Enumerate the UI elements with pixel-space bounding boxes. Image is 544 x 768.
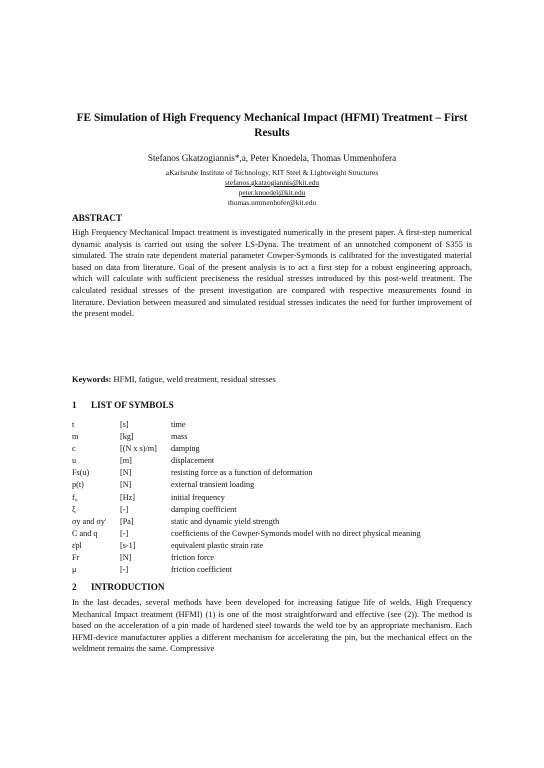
email-text-3: thomas.ummenhofer@kit.edu	[227, 198, 317, 207]
description-cell: initial frequency	[171, 492, 225, 502]
symbol-row	[72, 492, 482, 504]
description-cell: friction force	[171, 553, 214, 563]
unit-cell: [s-1]	[120, 540, 136, 550]
symbol-cell: ε̇pl	[72, 540, 82, 550]
email-link-2[interactable]: peter.knoedel@kit.edu	[238, 188, 306, 197]
unit-cell: [-]	[120, 504, 129, 514]
author-list: Stefanos Gkatzogiannis*,a, Peter Knoedela, Thomas Ummenhofera	[147, 153, 397, 163]
symbol-cell: p(t)	[72, 480, 84, 490]
symbol-row	[72, 443, 482, 455]
section-1-title: LIST OF SYMBOLS	[91, 400, 174, 410]
unit-cell: [Hz]	[120, 492, 135, 502]
symbol-cell: u	[72, 456, 77, 466]
unit-cell: [-]	[120, 565, 129, 575]
section-2-number: 2	[72, 582, 77, 592]
symbol-cell: f₀	[72, 492, 78, 502]
description-cell: displacement	[171, 456, 215, 466]
symbol-row	[72, 431, 482, 443]
affiliation: aKarlsruhe Institute of Technology, KIT Steel & Lightweight Structures	[165, 168, 379, 177]
keywords-line	[72, 374, 276, 386]
introduction-text: In the last decades, several methods have been developed for increasing fatigue life of welds. High Frequency Mechanical Impact treatment (HFMI) (1) is one of the most straightforward and effective (see (2)). The method is based on the acceleration of a pin made of hardened steel towards the weld toe by an appropriate mechanism. Each HFMI-device manufacturer applies a different mechanism for accelerating the pin, but the mechanical effect on the weldment remains the same. Compressive	[72, 597, 472, 654]
symbol-cell: t	[72, 420, 75, 429]
description-cell: friction coefficient	[171, 565, 232, 575]
symbols-table	[72, 419, 482, 576]
symbol-row	[72, 467, 482, 479]
symbol-row	[72, 419, 482, 431]
affiliation-block	[60, 168, 484, 208]
description-cell: time	[171, 420, 186, 429]
description-cell: mass	[171, 432, 188, 442]
symbol-cell: σy and σy'	[72, 516, 107, 526]
symbol-row	[72, 564, 482, 576]
symbol-row	[72, 528, 482, 540]
description-cell: damping	[171, 444, 200, 454]
unit-cell: [N]	[120, 480, 132, 490]
abstract-heading: ABSTRACT	[72, 213, 123, 223]
abstract-text: High Frequency Mechanical Impact treatment is investigated numerically in the present paper. A first-step numerical dynamic analysis is carried out using the solver LS-Dyna. The treatment of an unnotched component of S355 is simulated. The strain rate dependent material parameter Cowper-Symonds is calibrated for the investigated material based on data from literature. Goal of the present analysis is to act a first step for a robust engineering approach, which will calculate with sufficient preciseness the residual stresses introduced by this post-weld treatment. The calculated residual stresses of the present investigation are compared with respective measurements found in literature. Deviation between measured and simulated residual stresses indicates the need for further improvement of the present model.	[72, 227, 472, 319]
symbol-cell: c	[72, 444, 76, 454]
symbol-cell: m	[72, 432, 79, 442]
symbol-cell: Fr	[72, 553, 80, 563]
description-cell: coefficients of the Cowper-Symonds model with no direct physical meaning	[171, 528, 421, 538]
symbol-cell: Fs(u)	[72, 468, 90, 478]
keywords-label: Keywords:	[72, 374, 112, 384]
unit-cell: [(N x s)/m]	[120, 444, 157, 454]
symbol-cell: μ	[72, 565, 77, 575]
description-cell: equivalent plastic strain rate	[171, 540, 264, 550]
description-cell: damping coefficient	[171, 504, 237, 514]
unit-cell: [s]	[120, 420, 129, 429]
symbol-row	[72, 540, 482, 552]
unit-cell: [Pa]	[120, 516, 134, 526]
unit-cell: [-]	[120, 528, 129, 538]
symbol-row	[72, 504, 482, 516]
description-cell: external transient loading	[171, 480, 255, 490]
unit-cell: [kg]	[120, 432, 134, 442]
section-1-number: 1	[72, 400, 77, 410]
symbol-cell: C and q	[72, 528, 98, 538]
symbol-row	[72, 455, 482, 467]
unit-cell: [m]	[120, 456, 132, 466]
description-cell: static and dynamic yield strength	[171, 516, 280, 526]
email-link-1[interactable]: stefanos.gkatzogiannis@kit.edu	[224, 178, 320, 187]
paper-title: FE Simulation of High Frequency Mechanical Impact (HFMI) Treatment – First Results	[76, 112, 468, 139]
section-2-title: INTRODUCTION	[91, 582, 165, 592]
symbol-row	[72, 516, 482, 528]
section-1-heading	[72, 399, 174, 411]
symbol-row	[72, 479, 482, 491]
section-2-heading	[72, 581, 165, 593]
symbol-cell: ξ	[72, 504, 76, 514]
symbol-row	[72, 552, 482, 564]
unit-cell: [N]	[120, 468, 132, 478]
unit-cell: [N]	[120, 553, 132, 563]
keywords-text: HFMI, fatigue, weld treatment, residual stresses	[113, 374, 276, 384]
description-cell: resisting force as a function of deformation	[171, 468, 313, 478]
